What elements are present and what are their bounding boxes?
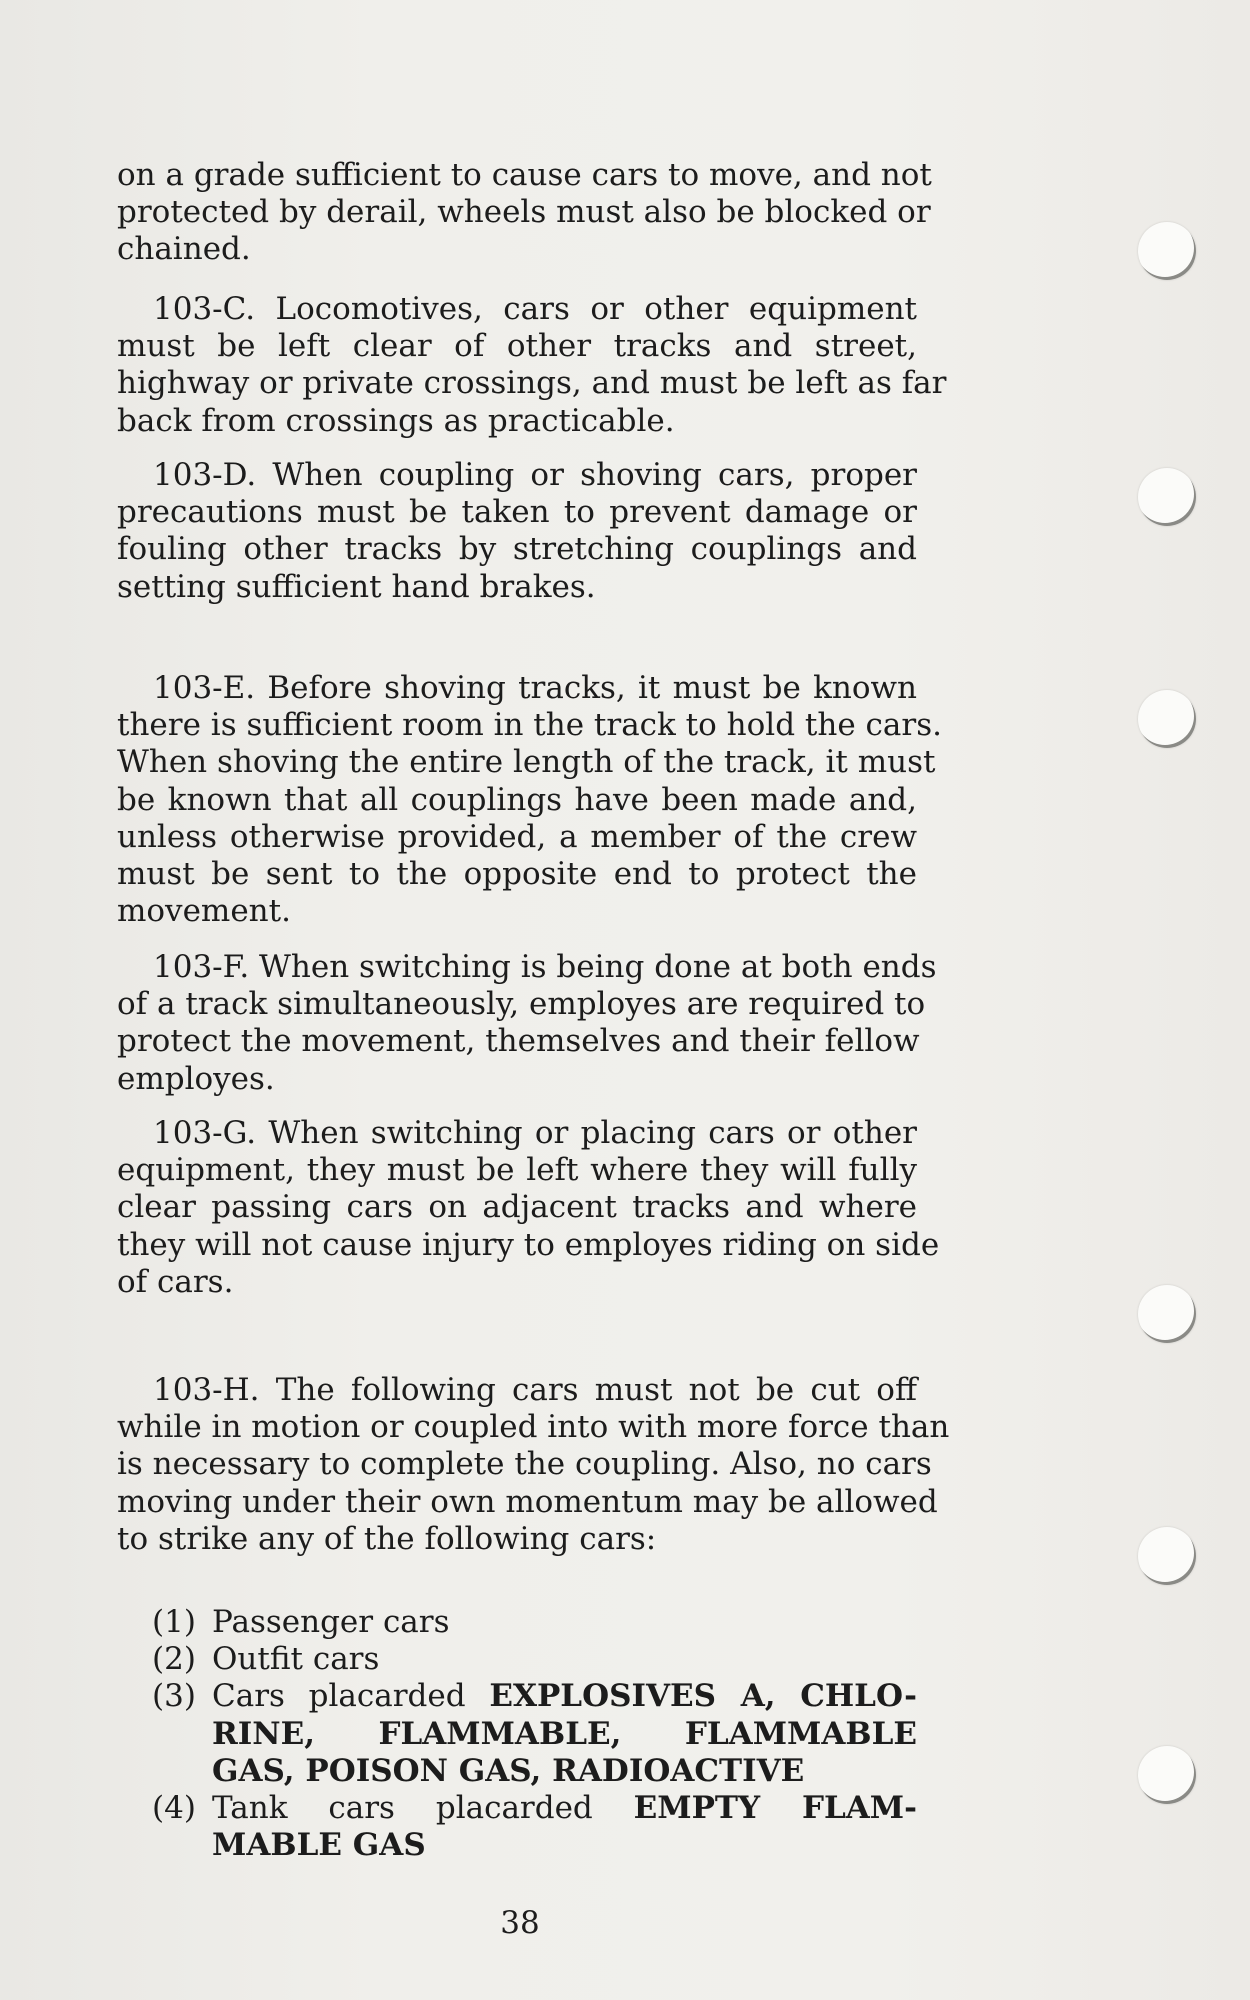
- text-line: of cars.: [117, 1263, 234, 1300]
- rule-103-d: [117, 457, 917, 606]
- list-item-text: Passenger cars: [212, 1604, 450, 1640]
- list-item-number: (4): [152, 1790, 196, 1827]
- binder-hole: [1138, 468, 1196, 526]
- list-item-prefix: Cars placarded: [212, 1678, 466, 1715]
- text-line: equipment, they must be left where they will fully: [117, 1152, 917, 1189]
- text-line: 103-C. Locomotives, cars or other equipment: [153, 291, 917, 327]
- text-line: of a track simultaneously, employes are required to: [117, 986, 926, 1023]
- text-line: be known that all couplings have been made and,: [117, 781, 917, 818]
- text-line: to strike any of the following cars:: [117, 1520, 657, 1557]
- binder-hole: [1138, 1285, 1196, 1343]
- list-item-text: [212, 1678, 917, 1715]
- binder-hole: [1138, 222, 1196, 280]
- rule-103-c: [117, 291, 947, 440]
- text-line: setting sufficient hand brakes.: [117, 568, 596, 605]
- list-item-number: (1): [152, 1604, 196, 1640]
- list-item: [152, 1604, 917, 1641]
- text-line: movement.: [117, 893, 291, 930]
- list-item-number: (3): [152, 1678, 196, 1715]
- text-line: protected by derail, wheels must also be blocked or: [117, 194, 931, 231]
- text-line: 103-H. The following cars must not be cut off: [153, 1372, 917, 1408]
- text-line: When shoving the entire length of the track, it must: [117, 744, 936, 781]
- text-line: moving under their own momentum may be allowed: [117, 1483, 938, 1520]
- binder-hole: [1138, 690, 1196, 748]
- text-line: 103-G. When switching or placing cars or other: [153, 1115, 917, 1151]
- binder-hole: [1138, 1746, 1196, 1804]
- text-line: unless otherwise provided, a member of the crew: [117, 818, 917, 855]
- text-line: there is sufficient room in the track to hold the cars.: [117, 707, 942, 744]
- placard-text: EMPTY FLAM-: [633, 1790, 917, 1827]
- text-line: employes.: [117, 1060, 275, 1097]
- text-line: is necessary to complete the coupling. Also, no cars: [117, 1446, 932, 1483]
- placard-text: MABLE GAS: [212, 1827, 426, 1864]
- binder-hole: [1138, 1527, 1196, 1585]
- list-item: [152, 1790, 917, 1864]
- text-line: they will not cause injury to employes riding on side: [117, 1226, 940, 1263]
- text-line: fouling other tracks by stretching couplings and: [117, 531, 917, 568]
- rule-103-e: [117, 670, 942, 930]
- paragraph-continuation: [117, 157, 932, 269]
- list-item: [152, 1641, 917, 1678]
- text-line: chained.: [117, 231, 251, 268]
- text-line: must be left clear of other tracks and street,: [117, 328, 917, 365]
- rule-103-f: [117, 949, 937, 1098]
- placard-text: RINE, FLAMMABLE, FLAMMABLE: [212, 1715, 917, 1752]
- rule-103-h: [117, 1372, 950, 1558]
- text-line: 103-E. Before shoving tracks, it must be known: [153, 670, 917, 706]
- text-line: protect the movement, themselves and their fellow: [117, 1023, 920, 1060]
- text-line: on a grade sufficient to cause cars to move, and not: [117, 157, 932, 193]
- rule-103-g: [117, 1115, 940, 1301]
- list-item-prefix: Tank cars placarded: [212, 1790, 593, 1827]
- list-item: [152, 1678, 917, 1790]
- car-list: [152, 1604, 917, 1864]
- placard-text: EXPLOSIVES A, CHLO-: [489, 1678, 917, 1715]
- text-line: 103-D. When coupling or shoving cars, proper: [153, 457, 917, 493]
- page-number: 38: [500, 1905, 540, 1941]
- text-line: back from crossings as practicable.: [117, 402, 675, 439]
- list-item-number: (2): [152, 1641, 196, 1678]
- list-item-text: Outfit cars: [212, 1641, 380, 1678]
- list-item-text: [212, 1790, 917, 1827]
- text-line: while in motion or coupled into with more force than: [117, 1409, 950, 1446]
- text-line: clear passing cars on adjacent tracks and where: [117, 1189, 917, 1226]
- text-line: precautions must be taken to prevent damage or: [117, 494, 917, 531]
- text-line: 103-F. When switching is being done at both ends: [153, 949, 937, 985]
- text-line: highway or private crossings, and must be left as far: [117, 365, 947, 402]
- placard-text: GAS, POISON GAS, RADIOACTIVE: [212, 1752, 805, 1789]
- text-line: must be sent to the opposite end to protect the: [117, 856, 917, 893]
